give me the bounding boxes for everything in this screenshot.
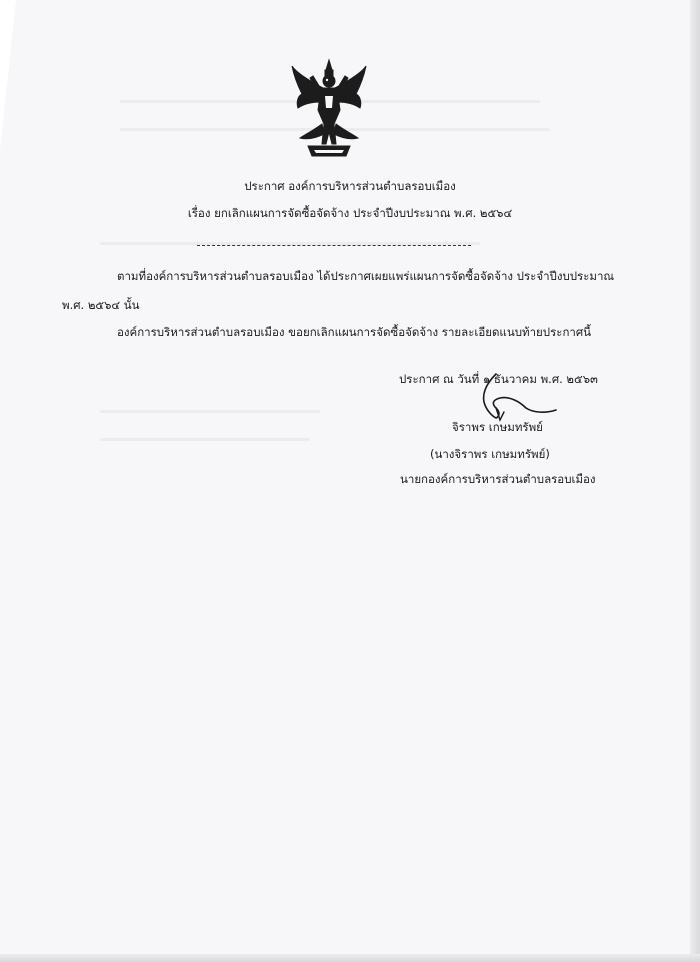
handwritten-signature [470, 372, 560, 424]
body-paragraph-2: องค์การบริหารส่วนตำบลรอบเมือง ขอยกเลิกแผนการจัดซื้อจัดจ้าง รายละเอียดแนบท้ายประกาศนี้ [117, 325, 592, 339]
body-paragraph-1: ตามที่องค์การบริหารส่วนตำบลรอบเมือง ได้ประกาศเผยแพร่แผนการจัดซื้อจัดจ้าง ประจำปีงบประมาณ [117, 269, 615, 283]
body-paragraph-1-continued: พ.ศ. ๒๕๖๔ นั้น [62, 298, 140, 312]
title-divider [197, 245, 471, 246]
signer-name: จิราพร เกษมทรัพย์ [452, 420, 543, 434]
show-through [100, 438, 310, 441]
page-edge-right [690, 0, 700, 962]
announcement-date: ประกาศ ณ วันที่ ๑ ธันวาคม พ.ศ. ๒๕๖๓ [399, 372, 598, 386]
page-edge-bottom [0, 954, 700, 962]
announcement-title: ประกาศ องค์การบริหารส่วนตำบลรอบเมือง [244, 179, 456, 193]
signer-full-name: (นางจิราพร เกษมทรัพย์) [430, 447, 550, 461]
folded-corner [0, 0, 16, 150]
signer-position: นายกองค์การบริหารส่วนตำบลรอบเมือง [400, 472, 596, 486]
garuda-emblem-icon [288, 58, 370, 160]
announcement-subject: เรื่อง ยกเลิกแผนการจัดซื้อจัดจ้าง ประจำปีงบประมาณ พ.ศ. ๒๕๖๔ [187, 206, 513, 220]
show-through [100, 410, 320, 413]
